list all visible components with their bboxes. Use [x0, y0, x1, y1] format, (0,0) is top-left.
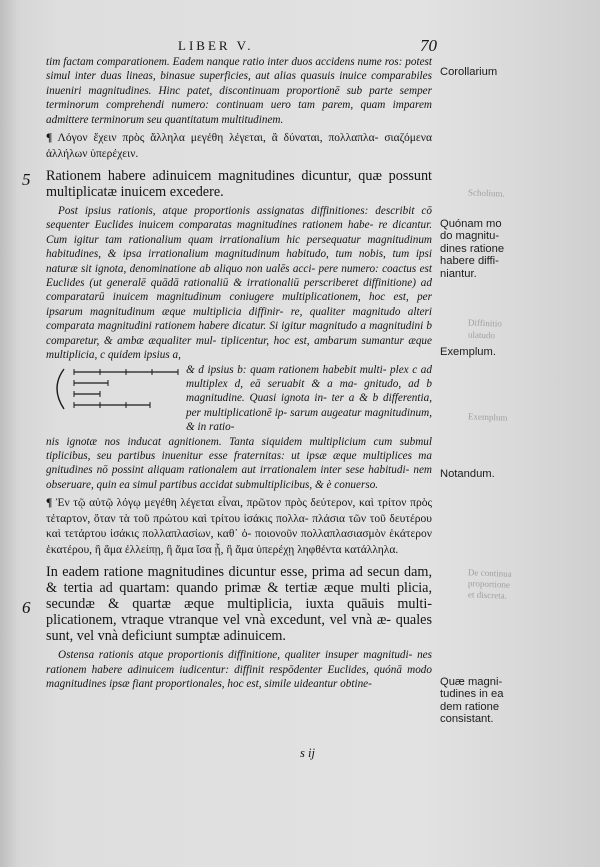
marginal-note-exemplum: Exemplum.	[440, 346, 496, 358]
definition-6: In eadem ratione magnitudines dicuntur esse, prima ad secun dam, & tertia ad quartam: quando primæ & tertiæ æque multi plicia, secundæ & quartæ æque multiplicia, iuxta quāuis multi- plicationem, vtraque vtranque vel vnà excedunt, vel vnà æ- quales sunt, vel vnà deficiunt sumptæ adinuicem.	[46, 564, 432, 645]
definition-5: Rationem habere adinuicem magnitudines dicuntur, quæ possunt multiplicatæ inuicem excedere.	[46, 168, 432, 201]
note-line: consistant.	[440, 713, 494, 726]
note-line: dem ratione	[440, 700, 500, 713]
commentary-paragraph: Post ipsius rationis, atque proportionis assignatas diffinitiones: describit cō sequenter Euclides inuicem comparatas magnitudines rationem habe- re dicantur. Cum igitur tam rationalium quam irrationalium hic persequatur magnitudinum habitudines, & ipsa irrationalium magnitudinum habitudo, tum nobis, tum ipsi naturæ sit ignota, denominatione ab aliquo non ualēs acci- pere numero: coactus est Euclides (ut generalē quādā rationaliū & irrationaliū perscriberet diffinitione) ad comparatarū inuicem magnitudinum coniugere multiplicationem, hoc est, per ipsarum magnitudinum æque multiplicia diffinir- re, qualiter magnitudo alteri comparata magnitudini rationem habere dicatur. Si igitur magnitudo a magnitudini b comparetur, & ambæ æqualiter mul- tiplicentur, hoc est, ambarum sumantur æque multiplicia, c quidem ipsius a,	[46, 205, 432, 362]
signature-mark: s ij	[300, 746, 315, 760]
bleedthrough-text: et discreta.	[467, 589, 508, 601]
main-text-column	[46, 55, 432, 691]
bleedthrough-text: Exemplum	[467, 411, 508, 423]
greek-text: Ἐν τῷ αὐτῷ λόγῳ μεγέθη λέγεται εἶναι, πρῶτον πρὸς δεύτερον, καὶ τρίτον πρὸς τέταρτον, ὅταν τὰ τοῦ πρώτου καὶ τρίτου ἰσάκις πολλα- πλάσια τῶν τοῦ δευτέρου καὶ τετάρτου ἰσάκις πολλαπλασίων, καθ᾽ ὁ- ποιονοῦν πολλαπλασιασμὸν ἑκάτερον ἑκατέρου, ἢ ἅμα ἐλλείπῃ, ἢ ἅμα ἴσα ᾖ, ἢ ἅμα ὑπερέχῃ ληφθέντα κατάλληλα.	[46, 497, 432, 556]
bleedthrough-text: ulatudo	[467, 329, 496, 341]
pilcrow-icon: ¶	[46, 132, 53, 145]
greek-text: Λόγον ἔχειν πρὸς ἄλληλα μεγέθη λέγεται, ἃ δύναται, πολλαπλα- σιαζόμενα ἀλλήλων ὑπερέχειν.	[46, 132, 432, 160]
note-line: do magnitu-	[440, 230, 500, 243]
proposition-number: 6	[22, 598, 31, 617]
figure-row	[46, 363, 432, 435]
note-line: Quæ magni-	[440, 676, 503, 688]
marginal-note-notandum: Notandum.	[440, 468, 495, 480]
pilcrow-icon: ¶	[46, 497, 53, 510]
page-number: 70	[420, 36, 437, 55]
note-line: Quónam mo	[440, 218, 502, 230]
marginal-note-quonam	[440, 218, 540, 280]
bleedthrough-text: Scholium.	[467, 187, 505, 199]
note-line: dines ratione	[440, 242, 505, 255]
running-title: LIBER V.	[178, 38, 254, 53]
greek-definition	[46, 496, 432, 558]
intro-paragraph: tim factam comparationem. Eadem nanque ratio inter duos accidens nume ros: potest simul inter duas lineas, binasue superficies, aut alias quasuis inuice comparabiles inueniri magnitudines. Hinc patet, discontinuam proportionē sub parte semper terminorum comprehendi numero: continuam uero tam parem, quam imparem admittere terminorum seu quantitatum multitudinem.	[46, 56, 432, 126]
note-line: habere diffi-	[440, 255, 499, 268]
commentary-paragraph: Ostensa rationis atque proportionis diffinitione, qualiter insuper magnitudi- nes rationem habere adinuicem iudicentur: diffinit respōdenter Euclides, quónā modo magnitudines ipsæ fiant proportionales, hoc est, simile uideantur obtine-	[46, 649, 432, 690]
bleedthrough-text: Diffinitio	[467, 317, 503, 329]
greek-definition	[46, 131, 432, 162]
bleedthrough-text: De continua	[467, 567, 512, 579]
proposition-number: 5	[22, 170, 31, 189]
lines-diagram	[46, 363, 186, 415]
marginal-note-corollarium: Corollarium	[440, 66, 498, 78]
magnitude-figure	[46, 363, 186, 415]
figure-side-text: & d ipsius b: quam rationem habebit multi- plex c ad multiplex d, eā seruabit & a ma- gnitudo, ad b magnitudine. Quasi ignota in- ter a & b differentia, per multiplicationē ip- sarum augeatur magnitudinum, & in ratio-	[186, 363, 432, 434]
note-line: tudines in ea	[440, 688, 504, 701]
commentary-paragraph: nis ignotæ nos inducat agnitionem. Tanta siquidem multiplicium cum submul tiplicibus, seu partibus inuenitur esse fraternitas: ut ipsæ æque multiplices ma gnitudines nō possint aliquam rationalem aut irrationalem inter sese habitudi- nem obseruare, quin ea simul partibus accidat submultiplicibus, & è conuerso.	[46, 435, 432, 491]
bleedthrough-text: proportione	[467, 578, 511, 590]
marginal-note-quae	[440, 676, 540, 726]
note-line: niantur.	[440, 267, 477, 280]
